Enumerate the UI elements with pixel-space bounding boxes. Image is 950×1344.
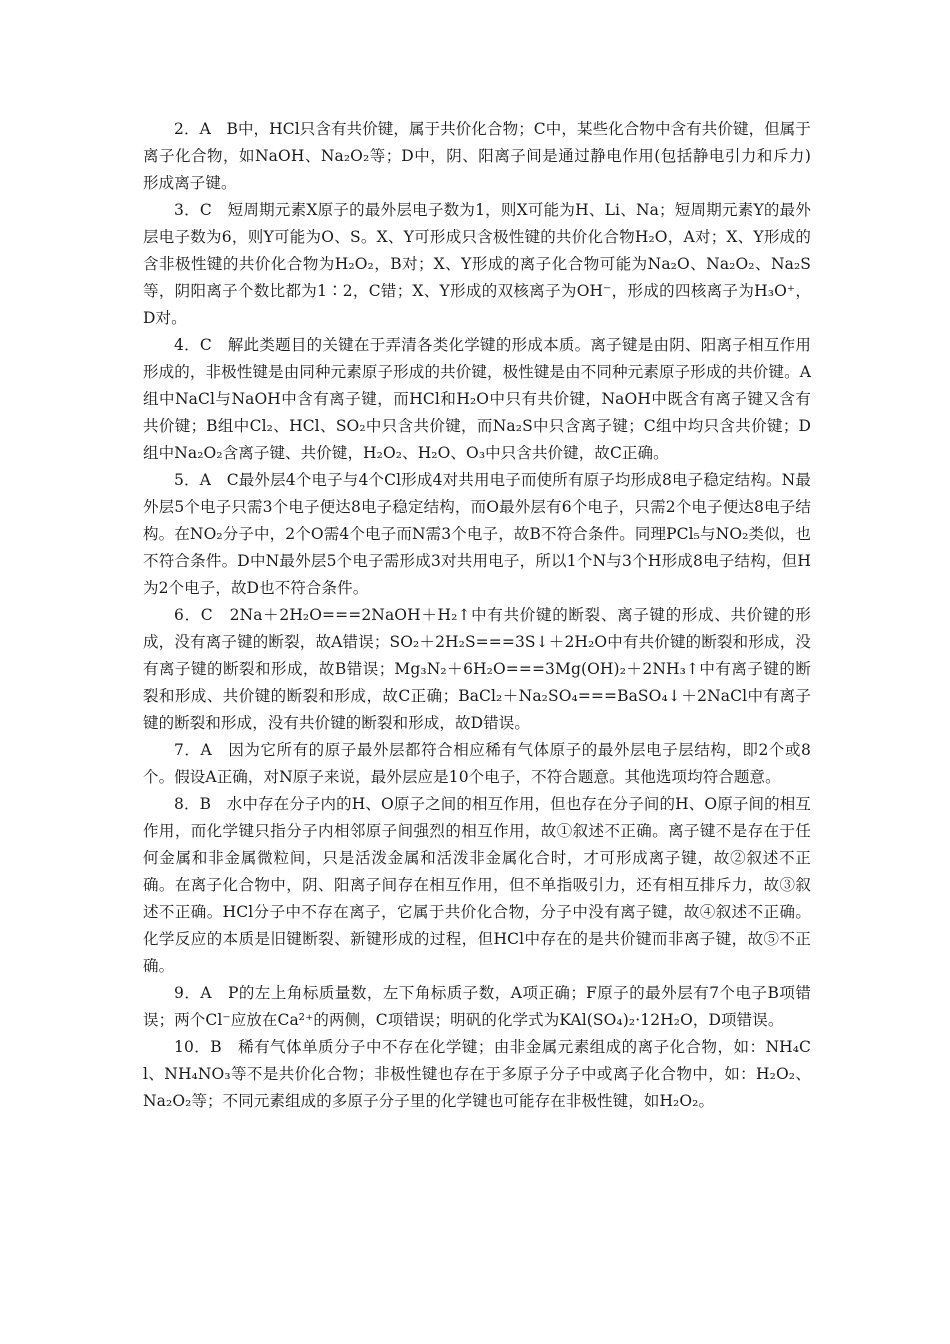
answer-6-paragraph: 6．C 2Na＋2H₂O===2NaOH＋H₂↑中有共价键的断裂、离子键的形成、共价键的形成，没有离子键的断裂，故A错误；SO₂＋2H₂S===3S↓＋2H₂O中有共价键的断裂和形成，没有离子键的断裂和形成，故B错误；Mg₃N₂＋6H₂O===3Mg(OH)₂＋2NH₃↑中有离子键的断裂和形成、共价键的断裂和形成，故C正确；BaCl₂＋Na₂SO₄===BaSO₄↓＋2NaCl中有离子键的断裂和形成，没有共价键的断裂和形成，故D错误。 — [143, 606, 811, 732]
answer-2-paragraph: 2．A B中，HCl只含有共价键，属于共价化合物；C中，某些化合物中含有共价键，但属于离子化合物，如NaOH、Na₂O₂等；D中，阴、阳离子间是通过静电作用(包括静电引力和斥力)形成离子键。 — [143, 120, 811, 192]
answer-5-paragraph: 5．A C最外层4个电子与4个Cl形成4对共用电子而使所有原子均形成8电子稳定结构。N最外层5个电子只需3个电子便达8电子稳定结构，而O最外层有6个电子，只需2个电子便达8电子结构。在NO₂分子中，2个O需4个电子而N需3个电子，故B不符合条件。同理PCl₅与NO₂类似，也不符合条件。D中N最外层5个电子需形成3对共用电子，所以1个N与3个H形成8电子结构，但H为2个电子，故D也不符合条件。 — [143, 471, 811, 597]
answer-8-paragraph: 8．B 水中存在分子内的H、O原子之间的相互作用，但也存在分子间的H、O原子间的相互作用，而化学键只指分子内相邻原子间强烈的相互作用，故①叙述不正确。离子键不是存在于任何金属和非金属微粒间，只是活泼金属和活泼非金属化合时，才可形成离子键，故②叙述不正确。在离子化合物中，阴、阳离子间存在相互作用，但不单指吸引力，还有相互排斥力，故③叙述不正确。HCl分子中不存在离子，它属于共价化合物，分子中没有离子键，故④叙述不正确。化学反应的本质是旧键断裂、新键形成的过程，但HCl中存在的是共价键而非离子键，故⑤不正确。 — [143, 795, 811, 975]
answer-3-paragraph: 3．C 短周期元素X原子的最外层电子数为1，则X可能为H、Li、Na；短周期元素Y的最外层电子数为6，则Y可能为O、S。X、Y可形成只含极性键的共价化合物H₂O，A对；X、Y形成的含非极性键的共价化合物为H₂O₂，B对；X、Y形成的离子化合物可能为Na₂O、Na₂O₂、Na₂S等，阴阳离子个数比都为1∶2，C错；X、Y形成的双核离子为OH⁻，形成的四核离子为H₃O⁺，D对。 — [143, 201, 811, 327]
answer-explanations — [143, 116, 811, 1115]
answer-7-paragraph: 7．A 因为它所有的原子最外层都符合相应稀有气体原子的最外层电子层结构，即2个或8个。假设A正确，对N原子来说，最外层应是10个电子，不符合题意。其他选项均符合题意。 — [143, 741, 811, 786]
answer-4-paragraph: 4．C 解此类题目的关键在于弄清各类化学键的形成本质。离子键是由阴、阳离子相互作用形成的，非极性键是由同种元素原子形成的共价键，极性键是由不同种元素原子形成的共价键。A组中NaCl与NaOH中含有离子键，而HCl和H₂O中只有共价键，NaOH中既含有离子键又含有共价键；B组中Cl₂、HCl、SO₂中只含共价键，而Na₂S中只含离子键；C组中均只含共价键；D组中Na₂O₂含离子键、共价键，H₂O₂、H₂O、O₃中只含共价键，故C正确。 — [143, 336, 811, 462]
answer-10-paragraph: 10．B 稀有气体单质分子中不存在化学键；由非金属元素组成的离子化合物，如：NH₄Cl、NH₄NO₃等不是共价化合物；非极性键也存在于多原子分子中或离子化合物中，如：H₂O₂、Na₂O₂等；不同元素组成的多原子分子里的化学键也可能存在非极性键，如H₂O₂。 — [143, 1038, 811, 1110]
answer-9-paragraph: 9．A P的左上角标质量数，左下角标质子数，A项正确；F原子的最外层有7个电子B项错误；两个Cl⁻应放在Ca²⁺的两侧，C项错误；明矾的化学式为KAl(SO₄)₂·12H₂O，D项错误。 — [143, 984, 811, 1029]
